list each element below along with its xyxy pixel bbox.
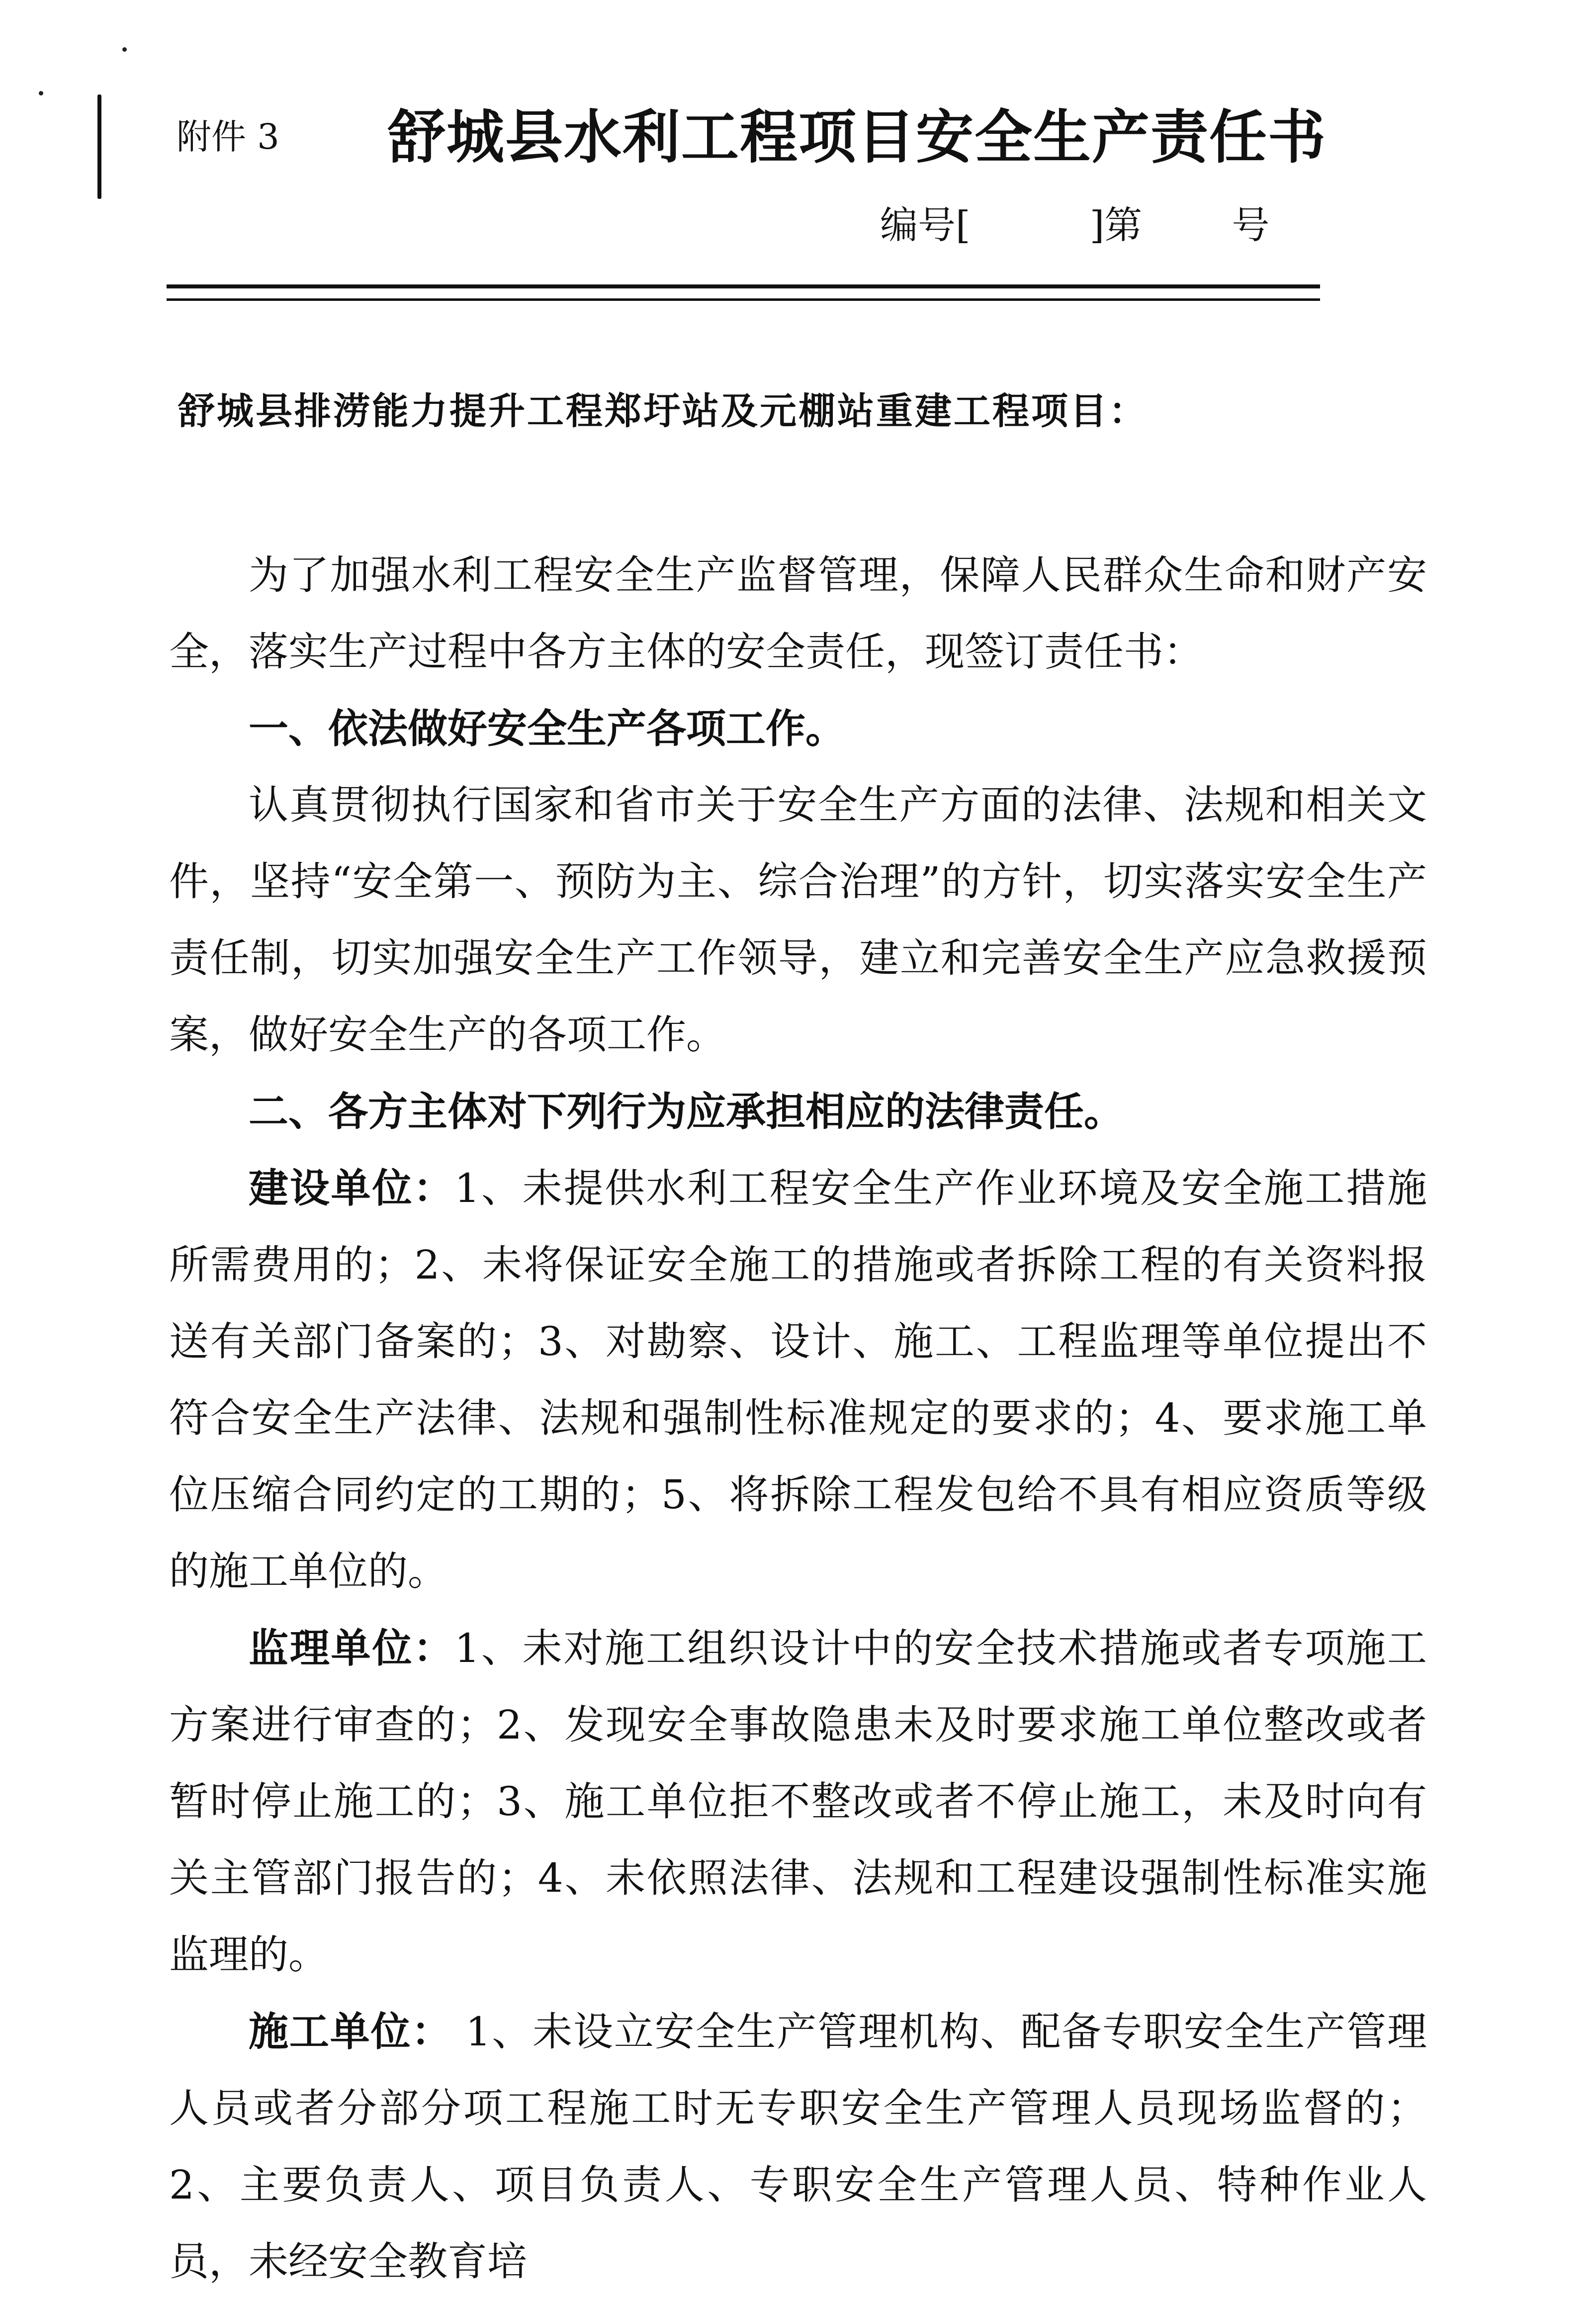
document-number-prefix: 编号[ <box>880 203 971 247</box>
header-rule-thin <box>167 298 1320 301</box>
supervisor-label: 监理单位： <box>249 1625 455 1671</box>
intro-paragraph: 为了加强水利工程安全生产监督管理，保障人民群众生命和财产安全，落实生产过程中各方主体的安全责任，现签订责任书： <box>169 552 1427 675</box>
contractor-text: 1、未设立安全生产管理机构、配备专职安全生产管理人员或者分部分项工程施工时无专职安全生产管理人员现场监督的；2、主要负责人、项目负责人、专职安全生产管理人员、特种作业人员，未经安全教育培 <box>169 2009 1427 2285</box>
document-body <box>169 537 1427 2300</box>
construction-owner-label: 建设单位： <box>249 1165 455 1211</box>
document-number-middle: ]第 <box>1089 203 1143 247</box>
document-number-suffix: 号 <box>1232 203 1270 247</box>
section-1-paragraph: 认真贯彻执行国家和省市关于安全生产方面的法律、法规和相关文件，坚持“安全第一、预防为主、综合治理”的方针，切实落实安全生产责任制，切实加强安全生产工作领导，建立和完善安全生产应急救援预案，做好安全生产的各项工作。 <box>169 782 1427 1058</box>
contractor-label: 施工单位： <box>249 2008 452 2055</box>
document-number <box>880 203 1270 247</box>
contractor-paragraph <box>169 1993 1427 2300</box>
supervisor-text: 1、未对施工组织设计中的安全技术措施或者专项施工方案进行审查的；2、发现安全事故隐患未及时要求施工单位整改或者暂时停止施工的；3、施工单位拒不整改或者不停止施工，未及时向有关主管部门报告的；4、未依照法律、法规和工程建设强制性标准实施监理的。 <box>169 1625 1427 1978</box>
scan-speck <box>39 91 43 95</box>
header-rule-thick <box>167 284 1320 288</box>
section-heading-2: 二、各方主体对下列行为应承担相应的法律责任。 <box>249 1088 1124 1135</box>
attachment-label: 附件 3 <box>177 116 279 157</box>
section-heading-1: 一、依法做好安全生产各项工作。 <box>249 705 845 752</box>
scan-margin-mark <box>97 94 101 199</box>
scan-speck <box>122 47 127 52</box>
document-title: 舒城县水利工程项目安全生产责任书 <box>388 103 1327 171</box>
supervisor-paragraph <box>169 1610 1427 1993</box>
construction-owner-paragraph <box>169 1150 1427 1610</box>
construction-owner-text: 1、未提供水利工程安全生产作业环境及安全施工措施所需费用的；2、未将保证安全施工的措施或者拆除工程的有关资料报送有关部门备案的；3、对勘察、设计、施工、工程监理等单位提出不符合安全生产法律、法规和强制性标准规定的要求的；4、要求施工单位压缩合同约定的工期的；5、将拆除工程发包给不具有相应资质等级的施工单位的。 <box>169 1165 1427 1594</box>
addressee-line: 舒城县排涝能力提升工程郑圩站及元棚站重建工程项目： <box>178 390 1148 433</box>
